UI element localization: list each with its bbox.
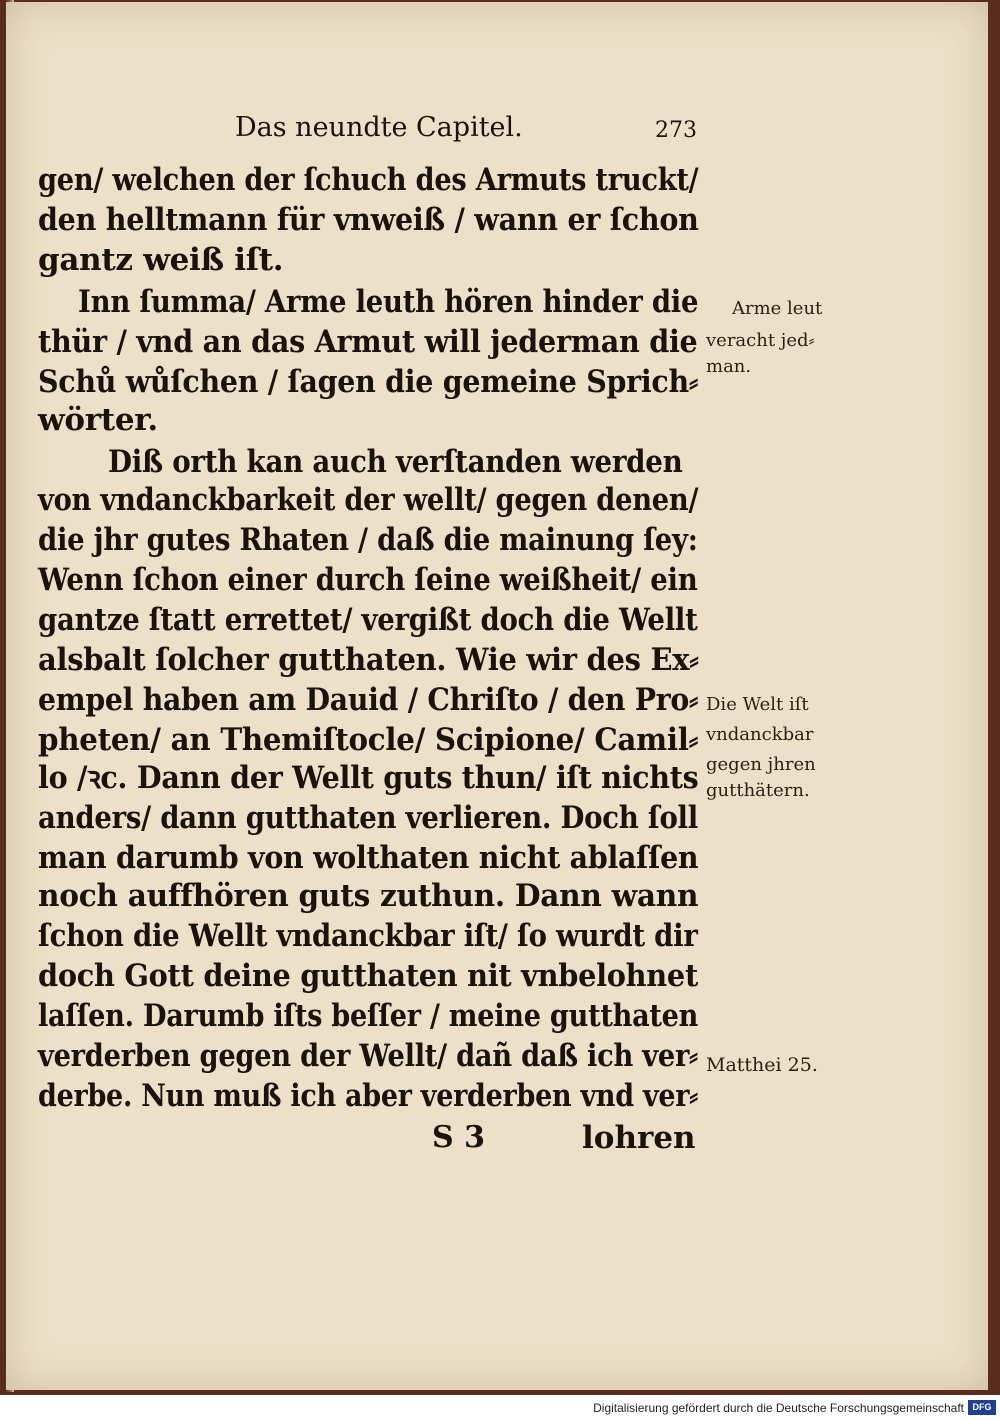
text-line: lo /ꝛc. Dann der Wellt guts thun/ iſt nichts — [38, 760, 699, 796]
text-line: pheten/ an Themiſtocle/ Scipione/ Camil⸗ — [38, 722, 699, 758]
text-line: doch Gott deine gutthaten nit vnbelohnet — [38, 958, 698, 994]
margin-note-line: veracht jed⸗ — [706, 330, 815, 351]
text-line: Wenn ſchon einer durch ſeine weißheit/ ein — [38, 562, 698, 598]
text-line: empel haben am Dauid / Chriſto / den Pro⸗ — [38, 682, 699, 718]
dfg-logo: DFG — [968, 1400, 996, 1415]
margin-note-line: gutthätern. — [706, 780, 810, 801]
text-line: laſſen. Darumb iſts beſſer / meine gutthaten — [38, 998, 699, 1034]
margin-note-line: Matthei 25. — [706, 1054, 818, 1076]
text-line: die jhr gutes Rhaten / daß die mainung ſey: — [38, 522, 698, 558]
digitization-credit: Digitalisierung gefördert durch die Deutsche Forschungsgemeinschaft — [593, 1401, 964, 1415]
text-line: noch auffhören guts zuthun. Dann wann — [38, 878, 699, 914]
running-head: Das neundte Capitel. — [235, 112, 523, 143]
text-line: derbe. Nun muß ich aber verderben vnd ver⸗ — [38, 1078, 698, 1114]
text-line: Inn ſumma/ Arme leuth hören hinder die — [78, 284, 699, 320]
margin-note-line: gegen jhren — [706, 754, 816, 775]
text-line: von vndanckbarkeit der wellt/ gegen denen/ — [38, 482, 699, 518]
text-line: gen/ welchen der ſchuch des Armuts truckt/ — [38, 162, 699, 198]
text-line: Diß orth kan auch verſtanden werden — [108, 444, 683, 480]
text-line: gantze ſtatt errettet/ vergißt doch die Wellt — [38, 602, 698, 638]
page-number: 273 — [655, 118, 697, 143]
margin-note-line: man. — [706, 356, 752, 377]
signature-mark: S 3 — [432, 1120, 485, 1155]
text-line: wörter. — [38, 402, 158, 438]
margin-note-line: Arme leut — [732, 298, 823, 319]
text-line: verderben gegen der Wellt/ dañ daß ich ver⸗ — [38, 1038, 698, 1074]
text-line: anders/ dann gutthaten verlieren. Doch ſoll — [38, 800, 698, 836]
text-line: ſchon die Wellt vndanckbar iſt/ ſo wurdt dir — [38, 918, 698, 954]
margin-note-line: Die Welt iſt — [706, 694, 809, 715]
text-line: alsbalt ſolcher gutthaten. Wie wir des Ex⸗ — [38, 642, 699, 678]
margin-note-line: vndanckbar — [706, 724, 814, 745]
text-line: thür / vnd an das Armut will jederman die — [38, 324, 698, 360]
catchword: lohren — [582, 1120, 696, 1156]
text-line: man darumb von wolthaten nicht ablaſſen — [38, 840, 699, 876]
text-line: gantz weiß iſt. — [38, 242, 284, 278]
text-line: den helltmann für vnweiß / wann er ſchon — [38, 202, 699, 238]
text-line: Schů wůſchen / ſagen die gemeine Sprich⸗ — [38, 364, 699, 400]
